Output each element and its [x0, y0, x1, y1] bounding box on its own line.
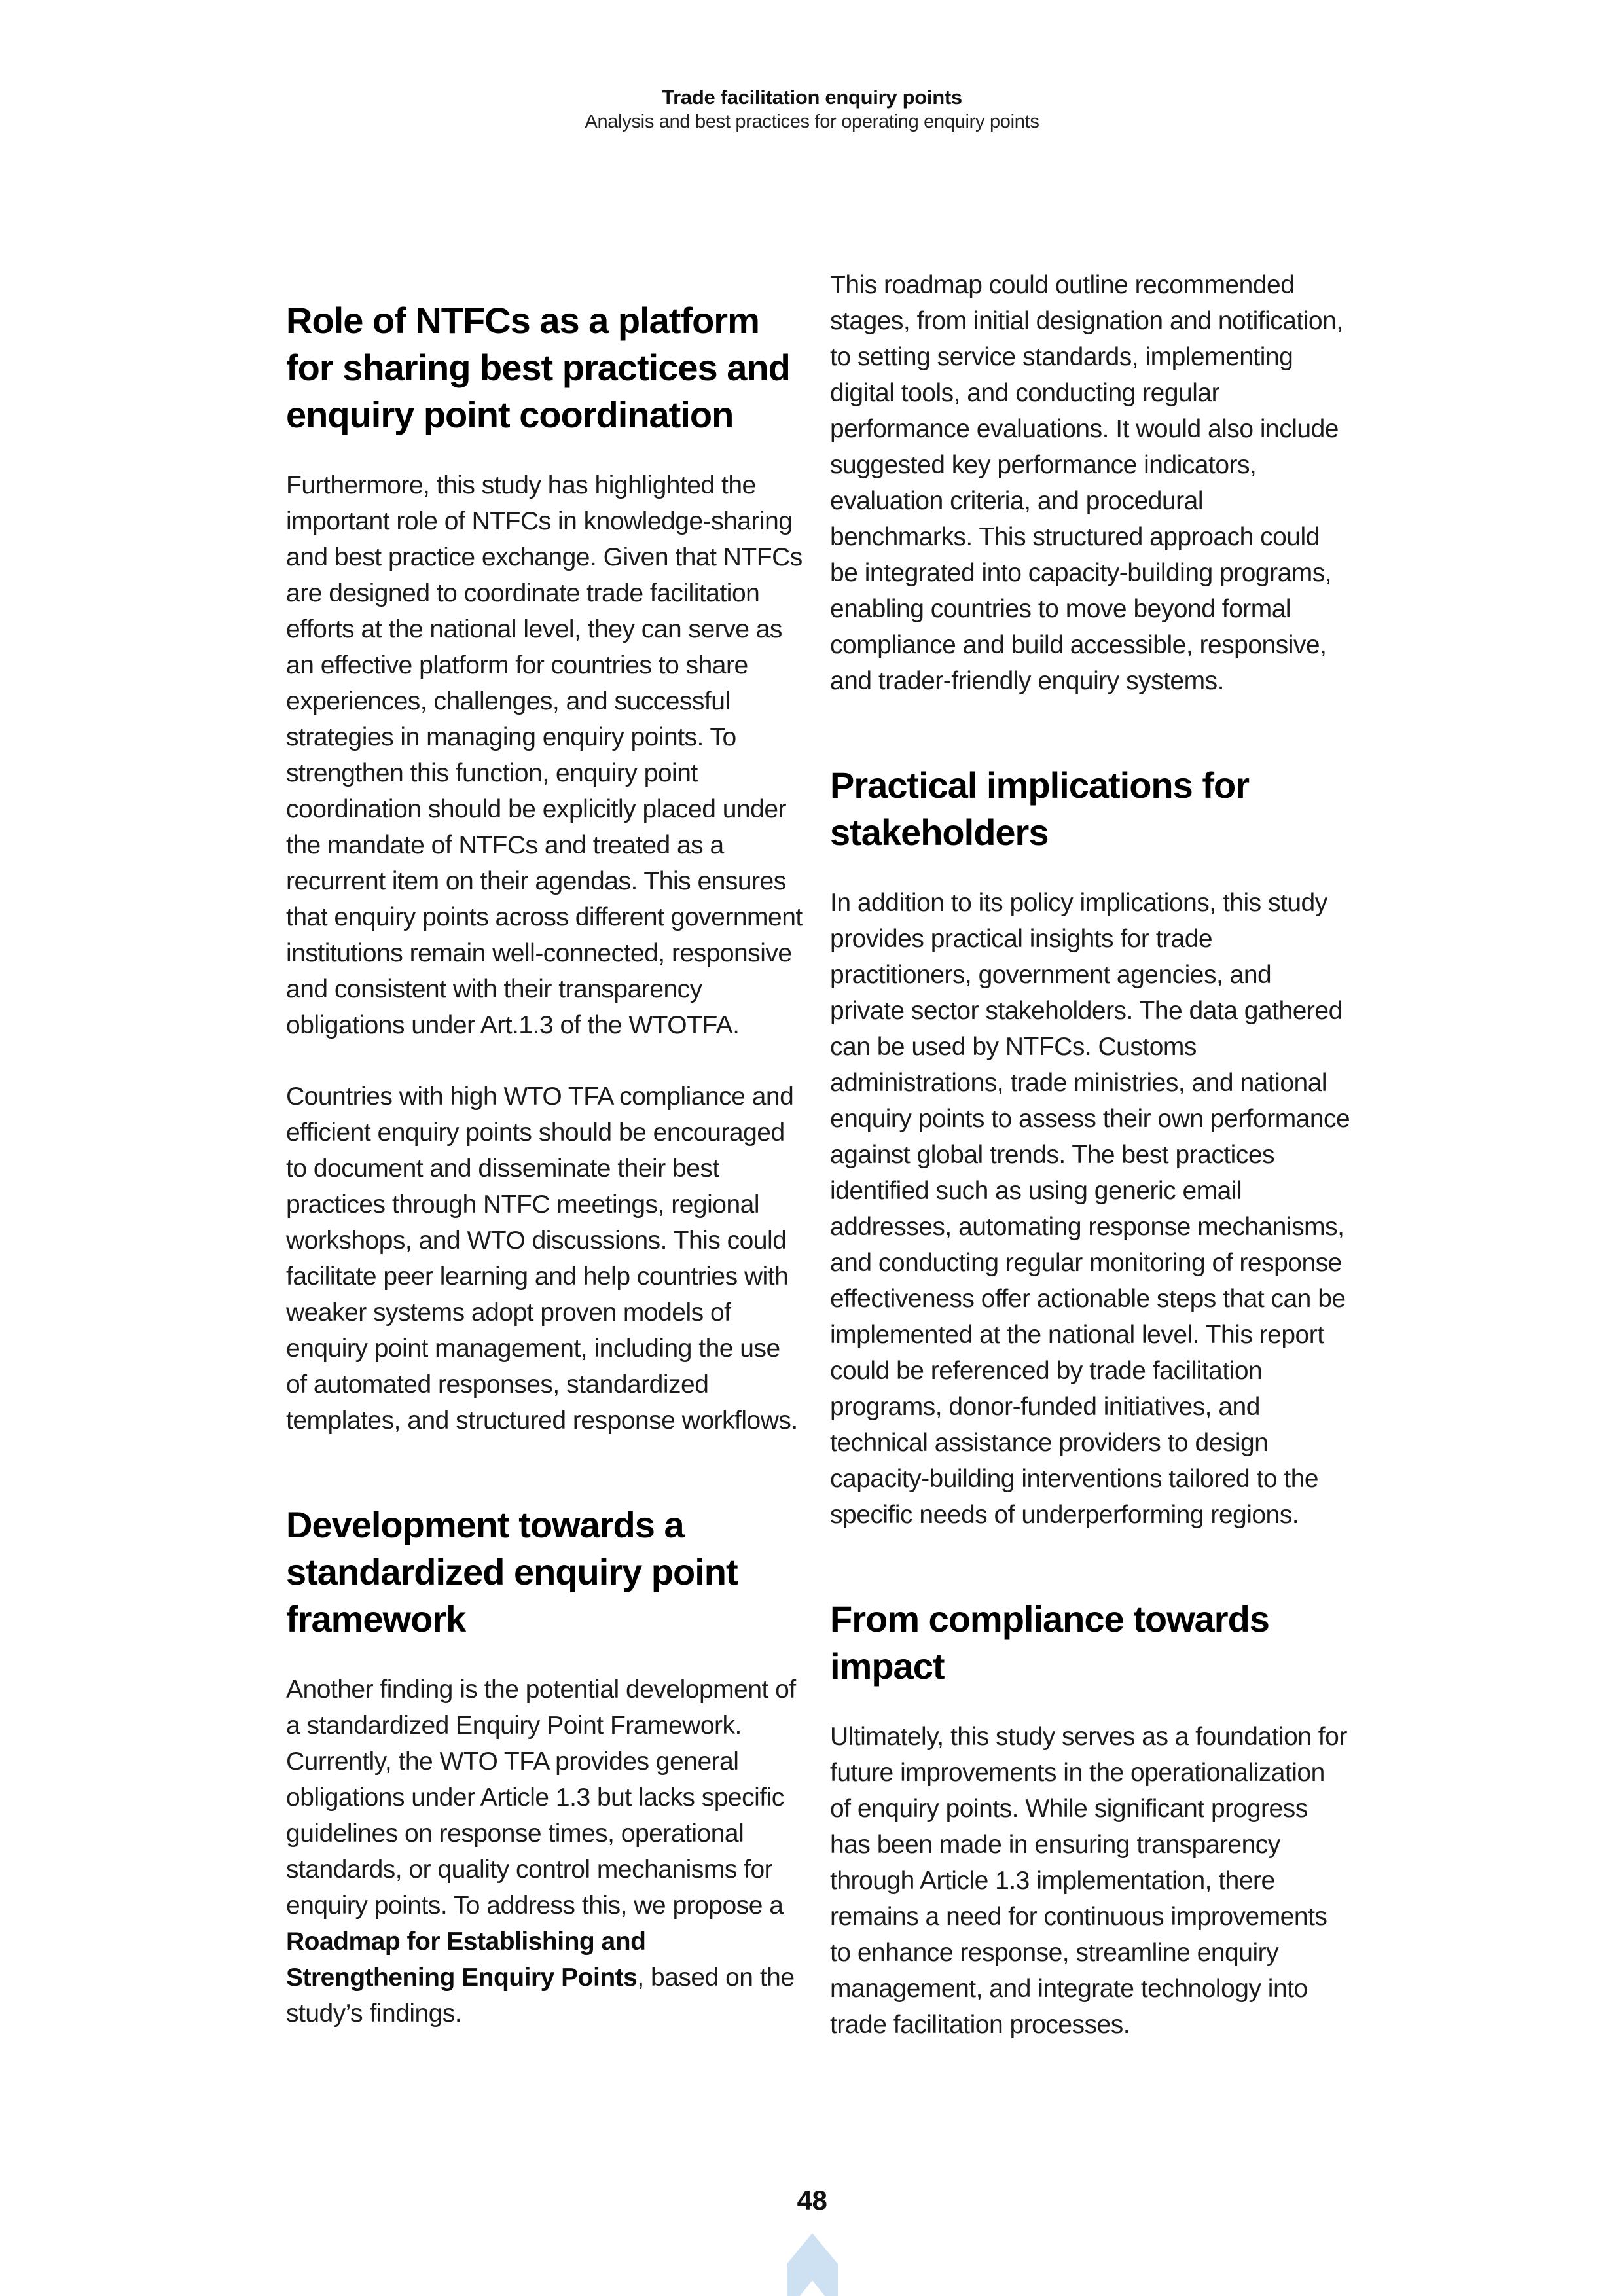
- page-footer: [0, 2165, 1624, 2296]
- paragraph-countries-compliance: Countries with high WTO TFA compliance and efficient enquiry points should be encouraged to document and disseminate their best practices through NTFC meetings, regional workshops, and WTO discussions. This could facilitate peer learning and help countries with weaker systems adopt proven models of enquiry point management, including the use of automated responses, standardized templates, and structured response workflows.: [286, 1083, 798, 1435]
- heading-standardized-framework: Development towards a standardized enquiry point framework: [286, 1504, 738, 1640]
- heading-role-of-ntfcs: Role of NTFCs as a platform for sharing best practices and enquiry point coordination: [286, 300, 790, 435]
- running-header: [0, 85, 1624, 134]
- paragraph-roadmap-ending: , based on the study’s findings.: [286, 1964, 795, 2028]
- paragraph-ntfc-knowledge-sharing: Furthermore, this study has highlighted the important role of NTFCs in knowledge-sharing and best practice exchange. Given that NTFCs are designed to coordinate trade facilitation efforts at the national level, they can serve as an effective platform for countries to share experiences, challenges, and successful strategies in managing enquiry points. To strengthen this function, enquiry point coordination should be explicitly placed under the mandate of NTFCs and treated as a recurrent item on their agendas. This ensures that enquiry points across different government institutions remain well-connected, responsive and consistent with their transparency obligations under Art.1.3 of the WTOTFA.: [286, 471, 803, 1039]
- right-column: [830, 267, 1350, 2078]
- chevron-up-icon: [787, 2233, 838, 2296]
- paragraph-roadmap: [286, 1672, 806, 2032]
- paragraph-roadmap-stages: This roadmap could outline recommended stages, from initial designation and notification, to setting service standards, implementing digital tools, and conducting regular performance evaluations. It would also include suggested key performance indicators, evaluation criteria, and procedural benchmarks. This structured approach could be integrated into capacity-building programs, enabling countries to move beyond formal compliance and build accessible, responsive, and trader-friendly enquiry systems.: [830, 271, 1343, 695]
- roadmap-bold-phrase: Roadmap for Establishing and Strengthening Enquiry Points: [286, 1928, 646, 1992]
- paragraph-roadmap-text: Another finding is the potential development of a standardized Enquiry Point Framework. Currently, the WTO TFA provides general obligations under Article 1.3 but lacks specific guidelines on response times, operational standards, or quality control mechanisms for enquiry points. To address this, we propose a: [286, 1676, 796, 1920]
- heading-practical-implications: Practical implications for stakeholders: [830, 764, 1249, 853]
- document-subtitle: Analysis and best practices for operating enquiry points: [585, 111, 1039, 132]
- chevron-up-shape: [787, 2233, 838, 2296]
- left-column: [286, 267, 806, 2067]
- paragraph-practical-insights: In addition to its policy implications, this study provides practical insights for trade practitioners, government agencies, and private sector stakeholders. The data gathered can be used by NTFCs. Customs administrations, trade ministries, and national enquiry points to assess their own performance against global trends. The best practices identified such as using generic email addresses, automating response mechanisms, and conducting regular monitoring of response effectiveness offer actionable steps that can be implemented at the national level. This report could be referenced by trade facilitation programs, donor-funded initiatives, and technical assistance providers to design capacity-building interventions tailored to the specific needs of underperforming regions.: [830, 889, 1350, 1529]
- heading-compliance-impact: From compliance towards impact: [830, 1598, 1269, 1687]
- paragraph-future-improvements: Ultimately, this study serves as a foundation for future improvements in the operationalization of enquiry points. While significant progress has been made in ensuring transparency through Article 1.3 implementation, there remains a need for continuous improvements to enhance response, streamline enquiry management, and integrate technology into trade facilitation processes.: [830, 1723, 1347, 2039]
- document-title: Trade facilitation enquiry points: [662, 86, 962, 109]
- page-number: 48: [797, 2185, 827, 2215]
